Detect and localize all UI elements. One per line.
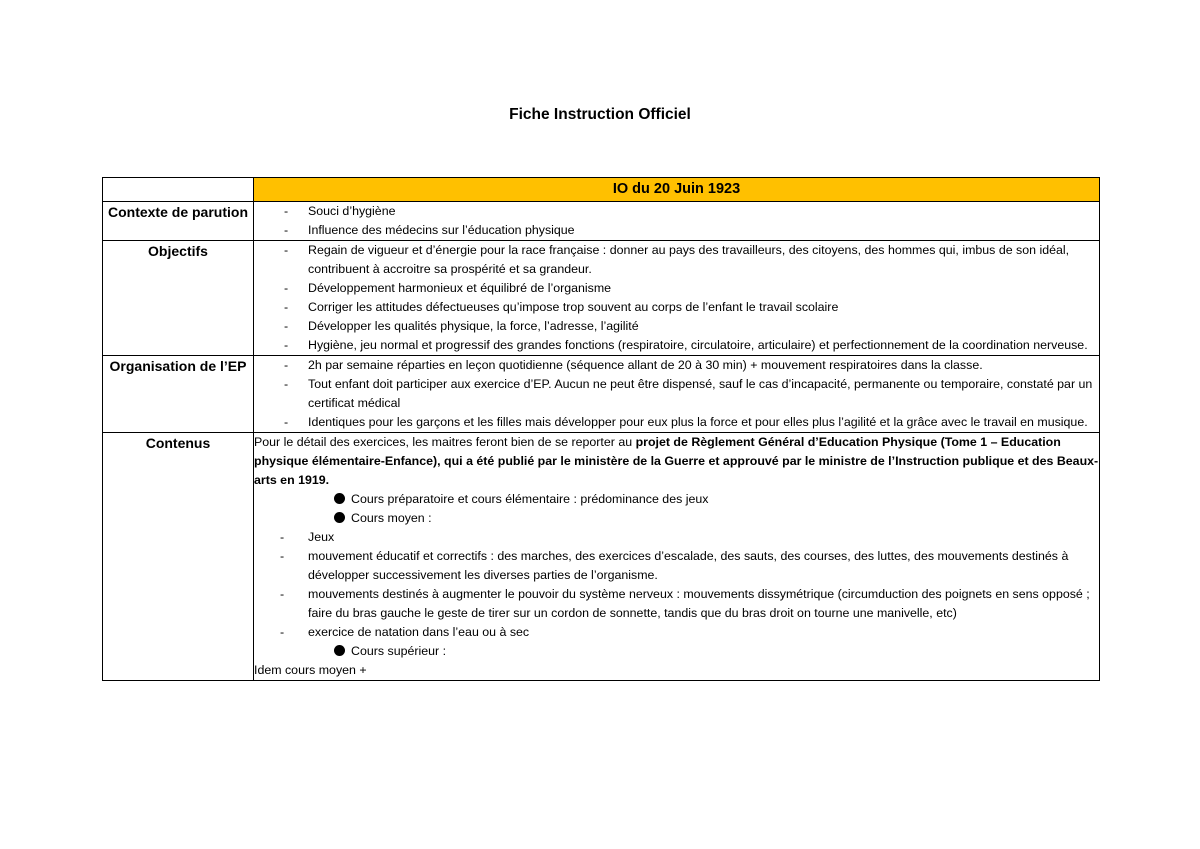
row-label-objectifs: Objectifs [103, 241, 254, 356]
row-label-contenus: Contenus [103, 433, 254, 681]
row-content-objectifs [254, 241, 1100, 356]
list-item: - mouvements destinés à augmenter le pouvoir du système nerveux : mouvements dissymétrique (circumduction des poignets en sens opposé ; faire du bras gauche le geste de tirer sur un cordon de sonnette, tandis que du bras droit on tourne une manivelle, etc) [254, 585, 1099, 623]
list-item: - 2h par semaine réparties en leçon quotidienne (séquence allant de 20 à 30 min) + mouvement respiratoires dans la classe. [254, 356, 1099, 375]
bullet-dot-icon [334, 493, 345, 504]
empty-corner-cell [103, 178, 254, 202]
table-row-contenus [103, 433, 1100, 681]
bullet-item: Cours supérieur : [254, 642, 1099, 661]
row-label-contexte: Contexte de parution [103, 202, 254, 241]
contenus-closing: Idem cours moyen + [254, 663, 367, 677]
table-row-objectifs [103, 241, 1100, 356]
list-item: - Développement harmonieux et équilibré de l’organisme [254, 279, 1099, 298]
intro-bold-text: projet de Règlement Général d’Education Physique (Tome 1 – Education physique élémentaire-Enfance), qui a été publié par le ministère de la Guerre et approuvé par le ministre de l’Instruction publique et des Beaux-arts en 1919 [254, 435, 1099, 487]
list-item: - Développer les qualités physique, la force, l’adresse, l’agilité [254, 317, 1099, 336]
bullet-dot-icon [334, 645, 345, 656]
list-item: - Jeux [254, 528, 1099, 547]
table-header: IO du 20 Juin 1923 [254, 178, 1100, 202]
table-row-organisation [103, 356, 1100, 433]
list-item: - exercice de natation dans l’eau ou à sec [254, 623, 1099, 642]
intro-end-text: . [325, 473, 330, 487]
bullet-dot-icon [334, 512, 345, 523]
row-label-organisation: Organisation de l’EP [103, 356, 254, 433]
row-content-organisation [254, 356, 1100, 433]
bullet-item: Cours moyen : [254, 509, 1099, 528]
table-row-contexte [103, 202, 1100, 241]
list-item: - Souci d’hygiène [254, 202, 1099, 221]
table-header-row [103, 178, 1100, 202]
list-item: - Hygiène, jeu normal et progressif des grandes fonctions (respiratoire, circulatoire, articulaire) et perfectionnement de la coordination nerveuse. [254, 336, 1099, 355]
list-item: - Tout enfant doit participer aux exercice d’EP. Aucun ne peut être dispensé, sauf le cas d’incapacité, permanente ou temporaire, constaté par un certificat médical [254, 375, 1099, 413]
document-title: Fiche Instruction Officiel [509, 106, 691, 123]
row-content-contenus [254, 433, 1100, 681]
list-item: - Corriger les attitudes défectueuses qu’impose trop souvent au corps de l’enfant le travail scolaire [254, 298, 1099, 317]
bullet-item: Cours préparatoire et cours élémentaire : prédominance des jeux [254, 490, 1099, 509]
row-content-contexte [254, 202, 1100, 241]
list-item: - Regain de vigueur et d’énergie pour la race française : donner au pays des travailleurs, des citoyens, des hommes qui, imbus de son idéal, contribuent à accroitre sa prospérité et sa grandeur. [254, 241, 1099, 279]
list-item: - mouvement éducatif et correctifs : des marches, des exercices d’escalade, des sauts, des courses, des luttes, des mouvements destinés à développer successivement les diverses parties de l’organisme. [254, 547, 1099, 585]
contenus-intro [254, 433, 1099, 490]
list-item: - Influence des médecins sur l’éducation physique [254, 221, 1099, 240]
intro-plain-text: Pour le détail des exercices, les maitres feront bien de se reporter au [254, 435, 636, 449]
list-item: - Identiques pour les garçons et les filles mais développer pour eux plus la force et pour elles plus l’agilité et la grâce avec le travail en musique. [254, 413, 1099, 432]
instruction-table [102, 177, 1100, 681]
